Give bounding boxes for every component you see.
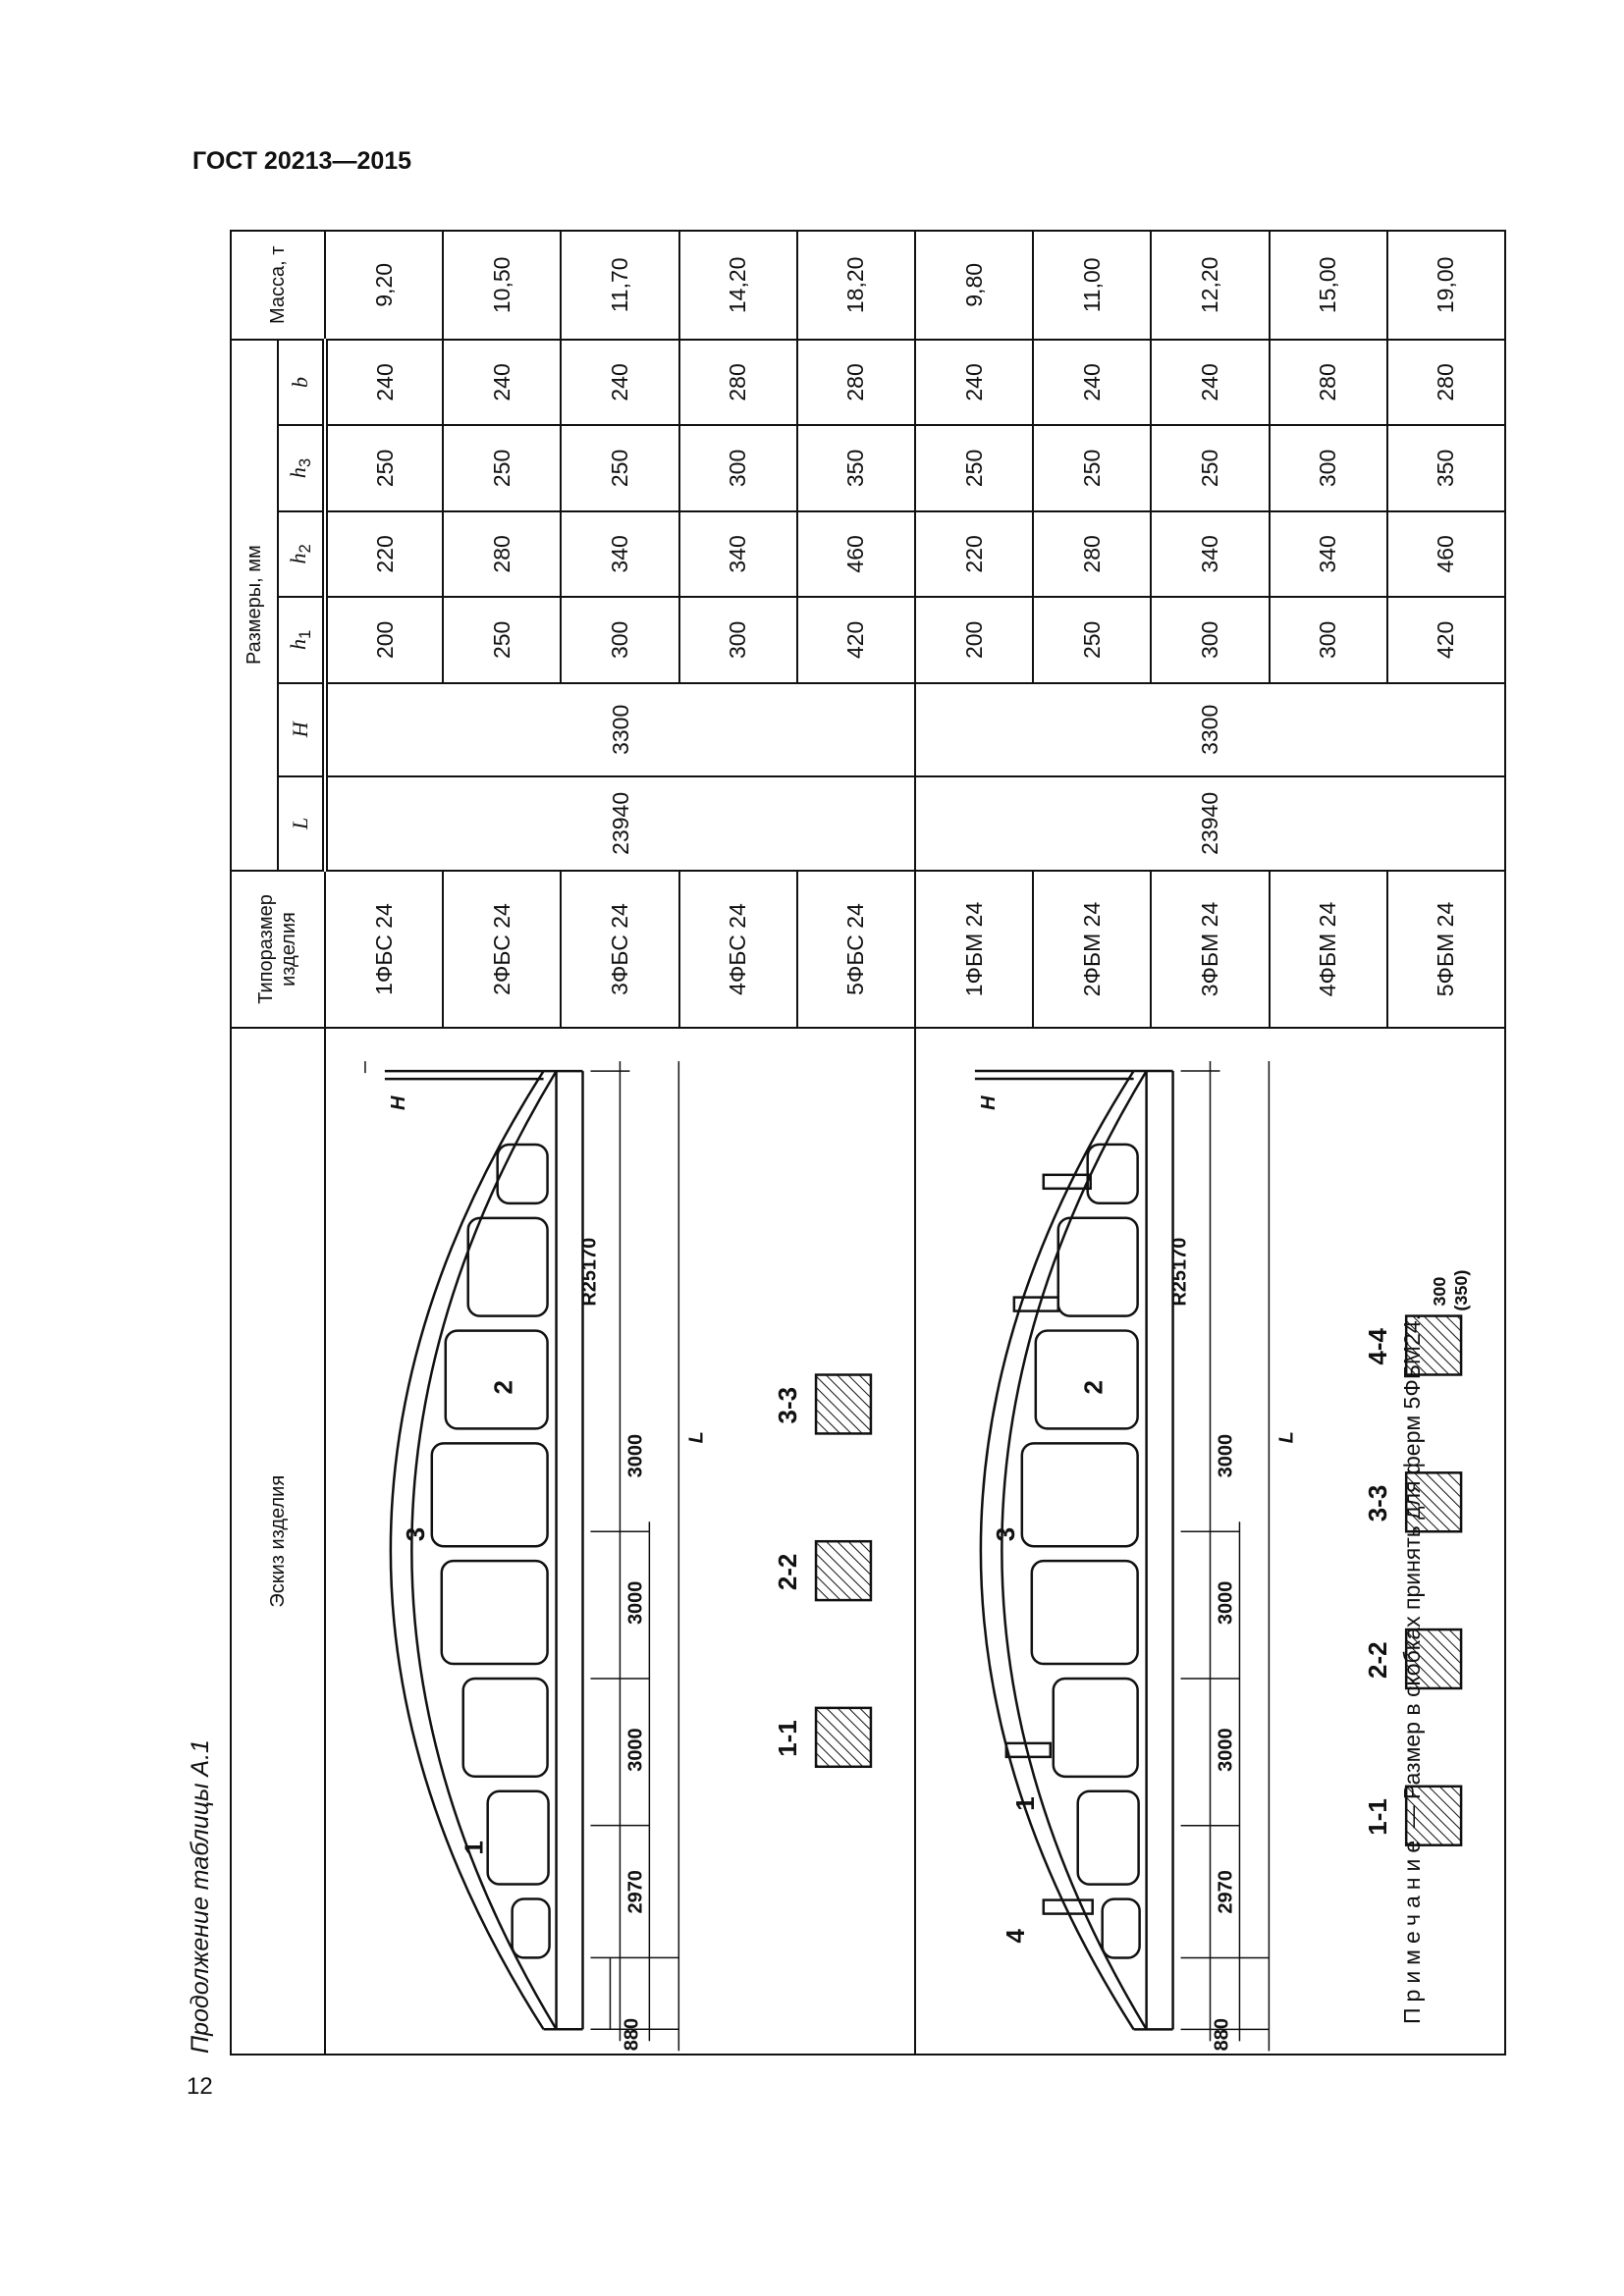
header-sketch: Эскиз изделия — [231, 1028, 325, 2055]
b-cell: 240 — [325, 340, 443, 426]
header-type: Типоразмер изделия — [231, 871, 325, 1029]
document-header: ГОСТ 20213—2015 — [192, 147, 412, 175]
h3-cell: 300 — [679, 425, 797, 510]
header-mass: Масса, т — [231, 231, 325, 340]
type-cell: 5ФБС 24 — [797, 871, 915, 1029]
dim-2970-fbm: 2970 — [1215, 1870, 1237, 1914]
section-label-3-3-fbm: 3-3 — [1365, 1484, 1393, 1522]
b-cell: 240 — [915, 340, 1033, 426]
radius-fbs: R25170 — [578, 1237, 601, 1307]
section-1-1-shape-fbs — [816, 1708, 871, 1767]
dim-880-fbm: 880 — [1211, 2018, 1233, 2052]
b-cell: 240 — [443, 340, 561, 426]
b-cell: 240 — [1151, 340, 1269, 426]
header-dim-h2: $h_2$ — [278, 511, 325, 597]
mass-cell: 10,50 — [443, 231, 561, 340]
dim-880-fbs: 880 — [621, 2017, 643, 2052]
type-cell: 5ФБМ 24 — [1387, 871, 1505, 1029]
sec4-height: 300 — [1430, 1276, 1450, 1307]
h1-cell: 250 — [1033, 597, 1151, 682]
section-3-mark-fbs: 3 — [402, 1526, 430, 1542]
dim-H-fbm: H — [977, 1095, 1000, 1110]
dim-L-fbs: L — [685, 1431, 708, 1444]
h2-cell: 280 — [1033, 511, 1151, 597]
h3-cell: 350 — [797, 425, 915, 510]
rotated-spec-table — [230, 230, 1506, 2056]
L-cell: 23940 — [325, 776, 915, 871]
mass-cell: 9,20 — [325, 231, 443, 340]
section-4-mark-fbm: 4 — [1001, 1929, 1030, 1944]
mass-cell: 15,00 — [1270, 231, 1387, 340]
h2-cell: 340 — [1270, 511, 1387, 597]
section-3-mark-fbm: 3 — [992, 1526, 1020, 1542]
H-cell: 3300 — [325, 683, 915, 777]
h1-cell: 300 — [1151, 597, 1269, 682]
type-cell: 4ФБМ 24 — [1270, 871, 1387, 1029]
header-dim-L: L — [278, 776, 325, 871]
section-label-1-1-fbm: 1-1 — [1365, 1798, 1393, 1836]
page-number: 12 — [187, 2073, 213, 2100]
b-cell: 280 — [797, 340, 915, 426]
h3-cell: 300 — [1270, 425, 1387, 510]
h1-cell: 300 — [679, 597, 797, 682]
type-cell: 1ФБС 24 — [325, 871, 443, 1029]
section-label-4-4-fbm: 4-4 — [1365, 1328, 1393, 1365]
section-label-2-2-fbs: 2-2 — [775, 1553, 803, 1591]
h2-cell: 460 — [797, 511, 915, 597]
h3-cell: 350 — [1387, 425, 1505, 510]
type-cell: 1ФБМ 24 — [915, 871, 1033, 1029]
L-cell: 23940 — [915, 776, 1505, 871]
h2-cell: 340 — [561, 511, 678, 597]
mass-cell: 11,70 — [561, 231, 678, 340]
type-cell: 2ФБМ 24 — [1033, 871, 1151, 1029]
b-cell: 280 — [679, 340, 797, 426]
type-cell: 2ФБС 24 — [443, 871, 561, 1029]
sketch-fbm — [915, 1028, 1505, 2055]
header-dim-b: b — [278, 340, 325, 426]
mass-cell: 11,00 — [1033, 231, 1151, 340]
h1-cell: 250 — [443, 597, 561, 682]
table-continuation-caption: Продолжение таблицы А.1 — [187, 1739, 214, 2054]
h3-cell: 250 — [443, 425, 561, 510]
dim-3000b-fbs: 3000 — [624, 1580, 647, 1626]
section-1-mark-fbs: 1 — [460, 1841, 489, 1855]
b-cell: 240 — [1033, 340, 1151, 426]
b-cell: 240 — [561, 340, 678, 426]
section-label-3-3-fbs: 3-3 — [775, 1386, 803, 1424]
note-dash: — — [1399, 1799, 1425, 1835]
h2-cell: 460 — [1387, 511, 1505, 597]
truss-spec-table — [230, 230, 1506, 2056]
type-cell: 3ФБМ 24 — [1151, 871, 1269, 1029]
section-2-mark-fbm: 2 — [1080, 1380, 1109, 1395]
section-2-2-shape-fbs — [816, 1541, 871, 1600]
section-3-3-shape-fbs — [816, 1375, 871, 1434]
h2-cell: 220 — [915, 511, 1033, 597]
dim-3000a-fbs: 3000 — [624, 1728, 647, 1772]
h2-cell: 340 — [1151, 511, 1269, 597]
mass-cell: 14,20 — [679, 231, 797, 340]
h1-cell: 420 — [797, 597, 915, 682]
dim-3000a-fbm: 3000 — [1215, 1728, 1237, 1772]
mass-cell: 18,20 — [797, 231, 915, 340]
dim-H-fbs: H — [387, 1095, 409, 1111]
section-label-1-1-fbs: 1-1 — [775, 1720, 803, 1757]
h2-cell: 220 — [325, 511, 443, 597]
mass-cell: 12,20 — [1151, 231, 1269, 340]
h1-cell: 200 — [915, 597, 1033, 682]
H-cell: 3300 — [915, 683, 1505, 777]
h1-cell: 300 — [561, 597, 678, 682]
truss-drawing-fbs — [326, 1029, 914, 2054]
header-dimensions: Размеры, мм — [231, 340, 278, 871]
section-2-mark-fbs: 2 — [490, 1380, 518, 1395]
h1-cell: 300 — [1270, 597, 1387, 682]
sketch-fbs — [325, 1028, 915, 2055]
note-text: Размер в скобках принять для ферм 5ФБМ24. — [1399, 1313, 1425, 1800]
h3-cell: 250 — [561, 425, 678, 510]
table-note — [1399, 1314, 1426, 2024]
b-cell: 280 — [1270, 340, 1387, 426]
section-1-mark-fbm: 1 — [1011, 1796, 1040, 1811]
radius-fbm: R25170 — [1168, 1237, 1191, 1307]
mass-cell: 9,80 — [915, 231, 1033, 340]
dim-L-fbm: L — [1275, 1431, 1298, 1444]
header-dim-h3: $h_3$ — [278, 425, 325, 510]
type-cell: 4ФБС 24 — [679, 871, 797, 1029]
type-cell: 3ФБС 24 — [561, 871, 678, 1029]
section-label-2-2-fbm: 2-2 — [1365, 1641, 1393, 1679]
header-dim-H: H — [278, 683, 325, 777]
h3-cell: 250 — [1033, 425, 1151, 510]
sec4-height-alt: (350) — [1451, 1269, 1472, 1311]
dim-3000c-fbs: 3000 — [624, 1433, 647, 1478]
dim-2970-fbs: 2970 — [624, 1870, 647, 1914]
dim-3000c-fbm: 3000 — [1215, 1433, 1237, 1478]
h3-cell: 250 — [1151, 425, 1269, 510]
h1-cell: 200 — [325, 597, 443, 682]
note-label: Примечание — [1399, 1834, 1425, 2024]
h3-cell: 250 — [325, 425, 443, 510]
dim-3000b-fbm: 3000 — [1215, 1580, 1237, 1626]
b-cell: 280 — [1387, 340, 1505, 426]
h2-cell: 280 — [443, 511, 561, 597]
header-dim-h1: $h_1$ — [278, 597, 325, 682]
h1-cell: 420 — [1387, 597, 1505, 682]
h3-cell: 250 — [915, 425, 1033, 510]
h2-cell: 340 — [679, 511, 797, 597]
mass-cell: 19,00 — [1387, 231, 1505, 340]
